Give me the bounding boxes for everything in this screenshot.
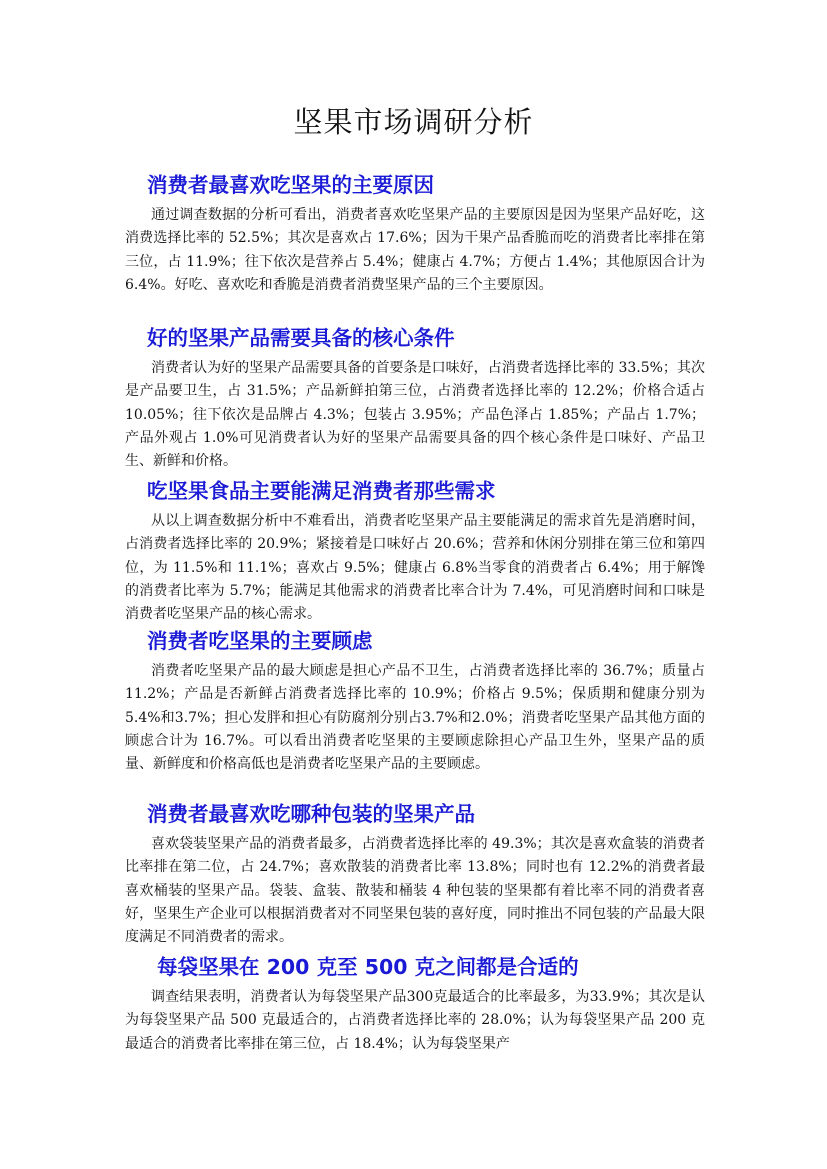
section-paragraph: 从以上调查数据分析中不难看出，消费者吃坚果产品主要能满足的需求首先是消磨时间，占消费者选择比率的 20.9%；紧接着是口味好占 20.6%；营养和休闲分别排在第三位和第四位，为 11.5%和 11.1%；喜欢占 9.5%；健康占 6.8%当零食的消费者占 6.4%；用于解馋的消费者比率为 5.7%；能满足其他需求的消费者比率合计为 7.4%，可见消磨时间和口味是消费者吃坚果产品的核心需求。 xyxy=(125,513,705,623)
document-title: 坚果市场调研分析 xyxy=(293,105,534,139)
section-heading: 消费者吃坚果的主要顾虑 xyxy=(147,629,373,653)
section-core-conditions xyxy=(125,323,705,473)
section-heading: 每袋坚果在 200 克至 500 克之间都是合适的 xyxy=(157,955,579,979)
section-main-concerns xyxy=(125,626,705,776)
section-paragraph: 调查结果表明，消费者认为每袋坚果产品300克最适合的比率最多，为33.9%；其次是认为每袋坚果产品 500 克最适合的，占消费者选择比率的 28.0%；认为每袋坚果产品 200 克最适合的消费者比率排在第三位，占 18.4%；认为每袋坚果产 xyxy=(125,989,705,1052)
section-packaging-preference xyxy=(125,799,705,949)
section-paragraph: 消费者认为好的坚果产品需要具备的首要条是口味好，占消费者选择比率的 33.5%；其次是产品要卫生，占 31.5%；产品新鲜拍第三位，占消费者选择比率的 12.2%；价格合适占 10.05%；往下依次是品牌占 4.3%；包装占 3.95%；产品色泽占 1.85%；产品占 1.7%；产品外观占 1.0%可见消费者认为好的坚果产品需要具备的四个核心条件是口味好、产品卫生、新鲜和价格。 xyxy=(125,360,705,470)
section-paragraph: 喜欢袋装坚果产品的消费者最多，占消费者选择比率的 49.3%；其次是喜欢盒装的消费者比率排在第二位，占 24.7%；喜欢散装的消费者比率 13.8%；同时也有 12.2%的消费者最喜欢桶装的坚果产品。袋装、盒装、散装和桶装 4 种包装的坚果都有着比率不同的消费者喜好，坚果生产企业可以根据消费者对不同坚果包装的喜好度，同时推出不同包装的产品最大限度满足不同消费者的需求。 xyxy=(125,836,705,946)
section-paragraph: 通过调查数据的分析可看出，消费者喜欢吃坚果产品的主要原因是因为坚果产品好吃，这消费选择比率的 52.5%；其次是喜欢占 17.6%；因为干果产品香脆而吃的消费者比率排在第三位，占 11.9%；往下依次是营养占 5.4%；健康占 4.7%；方便占 1.4%；其他原因合计为 6.4%。好吃、喜欢吃和香脆是消费者消费坚果产品的三个主要原因。 xyxy=(125,207,705,293)
section-paragraph: 消费者吃坚果产品的最大顾虑是担心产品不卫生，占消费者选择比率的 36.7%；质量占 11.2%；产品是否新鲜占消费者选择比率的 10.9%；价格占 9.5%；保质期和健康分别为5.4%和3.7%；担心发胖和担心有防腐剂分别占3.7%和2.0%；消费者吃坚果产品其他方面的顾虑合计为 16.7%。可以看出消费者吃坚果的主要顾虑除担心产品卫生外，坚果产品的质量、新鲜度和价格高低也是消费者吃坚果产品的主要顾虑。 xyxy=(125,663,705,773)
section-heading: 消费者最喜欢吃坚果的主要原因 xyxy=(147,173,434,197)
section-heading: 吃坚果食品主要能满足消费者那些需求 xyxy=(147,479,496,503)
section-heading: 消费者最喜欢吃哪种包装的坚果产品 xyxy=(147,802,475,826)
section-heading: 好的坚果产品需要具备的核心条件 xyxy=(147,326,455,350)
section-consumer-needs xyxy=(125,476,705,626)
section-bag-weight xyxy=(125,952,705,1056)
section-main-reasons xyxy=(125,170,705,297)
